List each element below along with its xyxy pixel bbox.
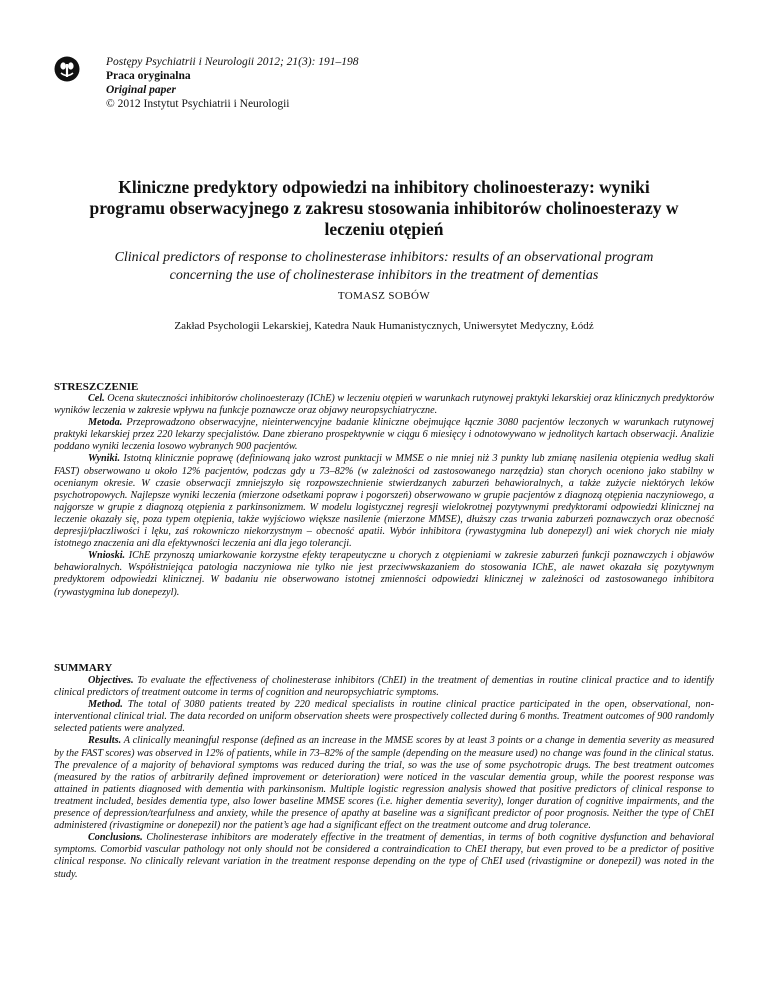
abstract-label: Results. [88, 735, 122, 747]
abstract-text: Ocena skuteczności inhibitorów cholinoesterazy (IChE) w leczeniu otępień w warunkach rutynowej praktyki lekarskiej oraz klinicznych predyktorów wyników leczenia w zakresie wpływu na funkcje poznawcze oraz objawy neuropsychiatryczne. [54, 393, 714, 417]
streszczenie-heading: STRESZCZENIE [54, 381, 139, 393]
abstract-text: Cholinesterase inhibitors are moderately effective in the treatment of dementias, in terms of both cognitive dysfunction and behavioral symptoms. Comorbid vascular pathology not only should not be considered a contraindication to ChEI therapy, but even proved to be a predictor of positive clinical response. No clinically relevant variation in the treatment response depending on the type of ChEI used (rivastigmine or donepezil) was noted in the study. [54, 832, 715, 880]
article-title-pl: Kliniczne predyktory odpowiedzi na inhibitory cholinoesterazy: wyniki programu obserwacyjnego z zakresu stosowania inhibitorów cholinoesterazy w leczeniu otępień [89, 177, 679, 239]
abstract-paragraph-wyniki [54, 453, 714, 550]
article-title-en: Clinical predictors of response to cholinesterase inhibitors: results of an observational program concerning the use of cholinesterase inhibitors in the treatment of dementias [114, 250, 654, 283]
author-affiliation: Zakład Psychologii Lekarskiej, Katedra Nauk Humanistycznych, Uniwersytet Medyczny, Łódź [174, 320, 594, 332]
abstract-label: Method. [88, 699, 123, 711]
abstract-label: Conclusions. [88, 832, 143, 844]
abstract-text: Przeprowadzono obserwacyjne, nieinterwencyjne badanie kliniczne obejmujące łącznie 3080 pacjentów leczonych w warunkach rutynowej praktyki lekarskiej przez 220 lekarzy specjalistów. Dane zbierano prospektywnie w ciągu 6 miesięcy i odnotowywano w jednolitych kartach obserwacji. Analizie poddano wyniki leczenia losowo wybranych 900 pacjentów. [54, 417, 714, 453]
journal-citation: Postępy Psychiatrii i Neurologii 2012; 21(3): 191–198 [106, 56, 359, 68]
copyright-line: © 2012 Instytut Psychiatrii i Neurologii [106, 98, 290, 110]
article-type-pl: Praca oryginalna [106, 70, 191, 82]
abstract-text: The total of 3080 patients treated by 220 medical specialists in routine clinical practice participated in the open, observational, non-interventional clinical trial. The data recorded on uniform observation sheets were prospectively collected during 6 months. Treatment outcomes of 900 randomly selected patients were analyzed. [54, 699, 715, 735]
author-name: TOMASZ SOBÓW [337, 290, 431, 302]
abstract-paragraph-cel [54, 393, 714, 417]
abstract-paragraph-wnioski [54, 550, 714, 598]
article-type-en: Original paper [106, 84, 176, 96]
journal-logo-icon [54, 56, 80, 82]
abstract-text: To evaluate the effectiveness of cholinesterase inhibitors (ChEI) in the treatment of dementias in routine clinical practice and to identify clinical predictors of treatment outcome in terms of cognition and neuropsychiatric symptoms. [54, 675, 714, 699]
abstract-text: IChE przynoszą umiarkowanie korzystne efekty terapeutyczne u chorych z otępieniami w zakresie zaburzeń funkcji poznawczych i objawów behawioralnych. Współistniejąca patologia naczyniowa nie tylko nie jest przeciwwskazaniem do stosowania IChE, ale nawet okazała się pozytywnym predyktorem odpowiedzi klinicznej. W badaniu nie obserwowano istotnej zmienności odpowiedzi klinicznej w zależności od zastosowanego inhibitora (rywastygmina lub donepezyl). [54, 550, 714, 598]
abstract-label: Objectives. [88, 675, 134, 686]
abstract-paragraph-method [54, 699, 714, 735]
abstract-label: Metoda. [88, 417, 123, 429]
abstract-text: Istotną klinicznie poprawę (definiowaną jako wzrost punktacji w MMSE o nie mniej niż 3 punkty lub zmianę nasilenia otępienia według skali FAST) obserwowano u około 12% pacjentów, podczas gdy u 73–82% (w zależności od zastosowanego narzędzia) stan chorych oceniono jako stabilny w ocenianym okresie. W czasie obserwacji zmniejszyło się rozpowszechnienie stwierdzanych zaburzeń behawioralnych, a także zużycie niektórych leków psychotropowych. Najlepsze wyniki leczenia (mierzone odsetkami popraw i pogorszeń) obserwowano w grupie pacjentów z diagnozą otępienia naczyniowego, a najgorsze w grupie z diagnozą otępienia z parkinsonizmem. W modelu logistycznej regresji wielokrotnej pozytywnymi predyktorami odpowiedzi klinicznej na leczenie okazały się, poza typem otępienia, także wyjściowo większe nasilenie (mierzone MMSE), dłuższy czas trwania zaburzeń poznawczych oraz obecność depresji/płaczliwości i lęku, zaś rokowniczo niekorzystnym – obecność apatii. Wybór inhibitora (rywastygmina lub donepezyl) ani wiek chorych nie miały istotnego znaczenia ani dla efektywności leczenia ani dla jego tolerancji. [54, 453, 714, 550]
abstract-en [54, 675, 714, 881]
abstract-label: Cel. [88, 393, 105, 404]
abstract-label: Wnioski. [88, 550, 126, 562]
summary-heading: SUMMARY [54, 662, 113, 674]
abstract-label: Wyniki. [88, 453, 120, 465]
abstract-paragraph-metoda [54, 417, 714, 453]
journal-header [106, 55, 526, 111]
abstract-paragraph-conclusions [54, 832, 714, 880]
abstract-pl [54, 393, 714, 599]
abstract-text: A clinically meaningful response (defined as an increase in the MMSE scores by at least 3 points or a change in dementia severity as measured by the FAST scores) was observed in 12% of patients, while in 73–82% of the sample (depending on the measure used) no change was found in the clinical status. The prevalence of a majority of behavioral symptoms was reduced during the trial, so was the use of some psychotropic drugs. The best treatment outcomes (measured by the ratios of arbitrarily defined improvement or deterioration) were noticed in the vascular dementia group, while the poorest response was attained in patients diagnosed with dementia with parkinsonism. Multiple logistic regression analysis showed that positive predictors of clinical response to treatment included, besides dementia type, also lower baseline MMSE scores (i.e. higher dementia severity), longer duration of cognitive impairments, and the presence of depression/tearfulness and anxiety, while the presence of apathy at baseline was a significant predictor of poor prognosis. Neither the type of ChEI administered (rivastigmine or donepezil) nor the patient’s age had a significant effect on the treatment outcome and drug tolerance. [54, 735, 714, 832]
abstract-paragraph-results [54, 735, 714, 832]
abstract-paragraph-objectives [54, 675, 714, 699]
